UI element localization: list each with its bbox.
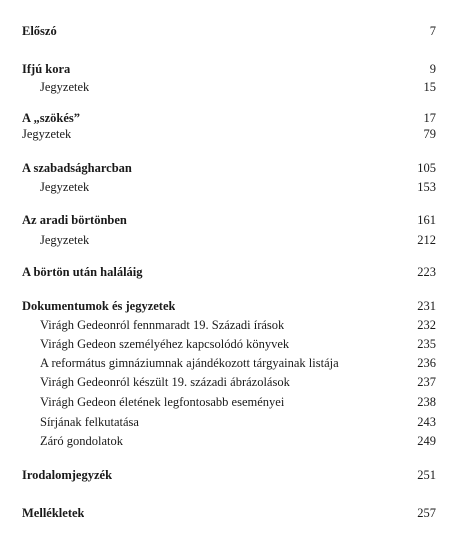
toc-entry-page: 212 — [417, 233, 436, 247]
toc-entry-title: Irodalomjegyzék — [22, 468, 113, 482]
toc-entry-page: 235 — [417, 337, 436, 351]
toc-entry-page: 251 — [417, 468, 436, 482]
toc-entry-page: 243 — [417, 415, 436, 429]
toc-entry-page: 15 — [423, 80, 436, 94]
toc-entry-page: 232 — [417, 318, 436, 332]
toc-entry-title: Virágh Gedeon személyéhez kapcsolódó könyvek — [40, 337, 290, 351]
toc-entry-title: A szabadságharcban — [22, 161, 132, 175]
toc-entry-page: 257 — [417, 506, 436, 520]
toc-entry-mellekletek — [22, 505, 436, 521]
toc-entry-title: Jegyzetek — [40, 233, 90, 247]
toc-entry-irodalomjegyzek — [22, 467, 436, 483]
toc-entry-title: Jegyzetek — [40, 180, 90, 194]
toc-entry-title: A református gimnáziumnak ajándékozott tárgyainak listája — [40, 356, 339, 370]
toc-entry-page: 9 — [429, 62, 436, 76]
toc-entry-eloszo — [22, 23, 436, 39]
toc-entry-esemenyei — [22, 394, 436, 410]
toc-entry-szazadi-irasok — [22, 317, 436, 333]
toc-entry-page: 237 — [417, 375, 436, 389]
toc-entry-title: A „szökés” — [22, 111, 80, 125]
toc-entry-page: 79 — [423, 127, 436, 141]
toc-entry-page: 153 — [417, 180, 436, 194]
toc-entry-title: Dokumentumok és jegyzetek — [22, 299, 176, 313]
toc-entry-szokes — [22, 110, 436, 126]
toc-entry-sirjanak-felkutatasa — [22, 414, 436, 430]
toc-entry-abrazolasok — [22, 374, 436, 390]
toc-entry-page: 17 — [423, 111, 436, 125]
toc-entry-title: Virágh Gedeon életének legfontosabb eseményei — [40, 395, 285, 409]
toc-entry-jegyzetek-3 — [22, 179, 436, 195]
toc-entry-page: 105 — [417, 161, 436, 175]
toc-entry-title: Virágh Gedeonról fennmaradt 19. Századi írások — [40, 318, 285, 332]
toc-entry-konyvek — [22, 336, 436, 352]
toc-entry-title: Jegyzetek — [22, 127, 72, 141]
toc-entry-title: Az aradi börtönben — [22, 213, 127, 227]
toc-entry-ifju-kora — [22, 61, 436, 77]
toc-entry-title: Előszó — [22, 24, 57, 38]
toc-entry-title: Záró gondolatok — [40, 434, 123, 448]
toc-entry-page: 7 — [429, 24, 436, 38]
toc-entry-borton-utan — [22, 264, 436, 280]
toc-entry-jegyzetek-2 — [22, 126, 436, 142]
toc-entry-aradi-bortonben — [22, 212, 436, 228]
toc-entry-page: 249 — [417, 434, 436, 448]
toc-entry-dokumentumok — [22, 298, 436, 314]
toc-entry-page: 161 — [417, 213, 436, 227]
toc-entry-targyak-listaja — [22, 355, 436, 371]
toc-entry-title: Ifjú kora — [22, 62, 71, 76]
toc-entry-page: 223 — [417, 265, 436, 279]
toc-entry-page: 231 — [417, 299, 436, 313]
toc-entry-title: Virágh Gedeonról készült 19. századi ábrázolások — [40, 375, 290, 389]
toc-entry-title: Mellékletek — [22, 506, 85, 520]
toc-entry-jegyzetek-4 — [22, 232, 436, 248]
toc-entry-zaro-gondolatok — [22, 433, 436, 449]
toc-entry-title: Sírjának felkutatása — [40, 415, 139, 429]
toc-entry-szabadsagharcban — [22, 160, 436, 176]
toc-entry-title: A börtön után haláláig — [22, 265, 143, 279]
toc-entry-title: Jegyzetek — [40, 80, 90, 94]
toc-entry-jegyzetek-1 — [22, 79, 436, 95]
toc-entry-page: 238 — [417, 395, 436, 409]
toc-entry-page: 236 — [417, 356, 436, 370]
